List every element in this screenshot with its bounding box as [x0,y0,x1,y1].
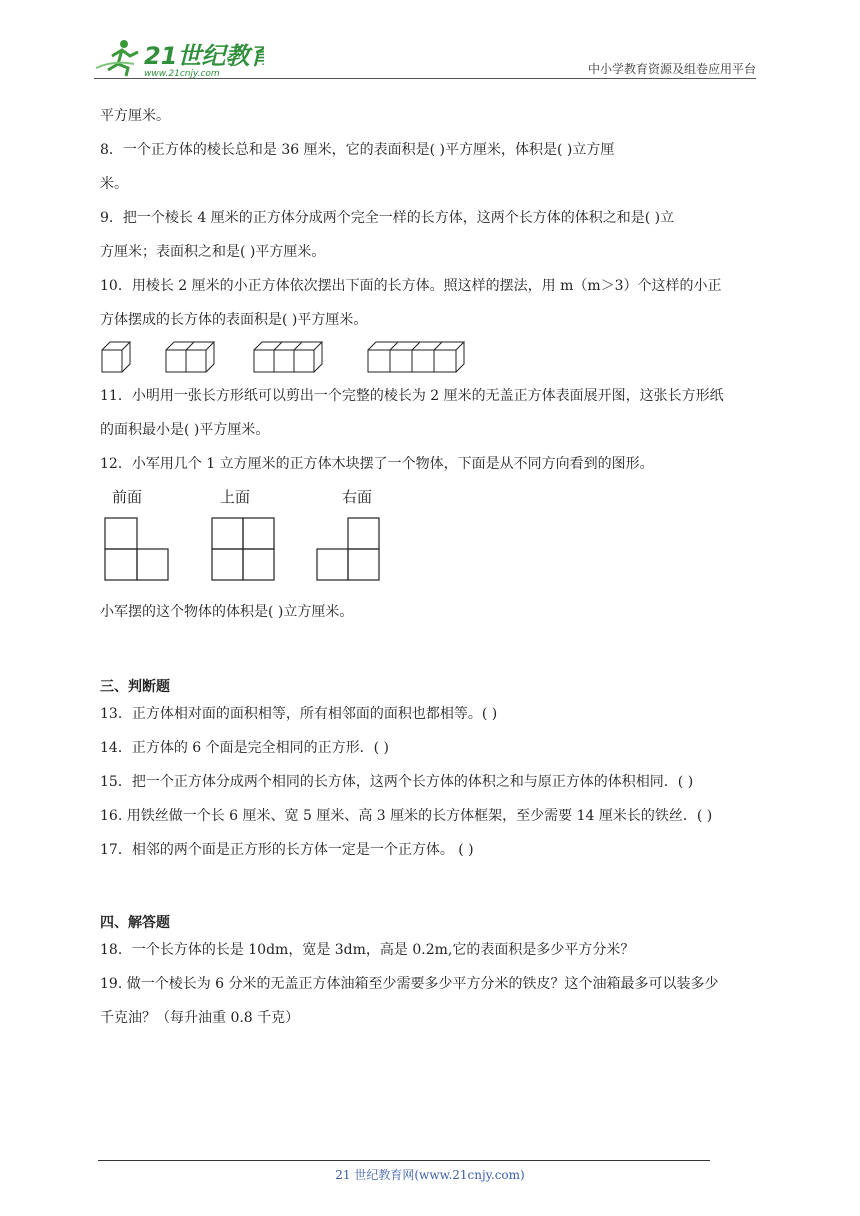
question-11-line2: 的面积最小是( )平方厘米。 [100,422,270,438]
question-12-line1: 12．小军用几个 1 立方厘米的正方体木块摆了一个物体，下面是从不同方向看到的图形。 [100,456,654,472]
question-9-line1: 9．把一个棱长 4 厘米的正方体分成两个完全一样的长方体，这两个长方体的体积之和是( )立 [100,210,675,226]
question-16: 16. 用铁丝做一个长 6 厘米、宽 5 厘米、高 3 厘米的长方体框架，至少需要 14 厘米长的铁丝．( ) [100,808,713,824]
question-10-line2: 方体摆成的长方体的表面积是( )平方厘米。 [100,312,368,328]
question-15: 15．把一个正方体分成两个相同的长方体，这两个长方体的体积之和与原正方体的体积相同．( ) [100,774,694,790]
question-17: 17．相邻的两个面是正方形的长方体一定是一个正方体。 ( ) [100,842,474,858]
view-label-front: 前面 [112,488,143,506]
logo-text: 21世纪教育 [144,42,264,70]
view-label-right: 右面 [342,488,373,506]
section-heading-judgement: 三、判断题 [100,679,170,695]
cube-arrangement-figure [100,340,480,376]
footer-link[interactable]: 21 世纪教育网(www.21cnjy.com) [335,1168,525,1182]
right-view-grid [317,518,379,580]
cube-row-2 [166,342,214,372]
cube-row-3 [254,342,322,372]
question-10-line1: 10．用棱长 2 厘米的小正方体依次摆出下面的长方体。照这样的摆法，用 m（m＞3）个这样的小正 [100,278,722,294]
footer-divider [98,1160,710,1161]
question-9-line2: 方厘米；表面积之和是( )平方厘米。 [100,244,326,260]
top-view-grid [212,518,274,580]
question-11-line1: 11．小明用一张长方形纸可以剪出一个完整的棱长为 2 厘米的无盖正方体表面展开图，这张长方形纸 [100,388,724,404]
cube-row-4 [368,342,464,372]
question-14: 14．正方体的 6 个面是完全相同的正方形．( ) [100,740,389,756]
site-logo [94,34,264,80]
header-divider [94,78,756,79]
runner-icon [96,40,138,76]
header-platform-text: 中小学教育资源及组卷应用平台 [587,62,756,76]
question-19-line1: 19. 做一个棱长为 6 分米的无盖正方体油箱至少需要多少平方分米的铁皮？这个油箱最多可以装多少 [100,976,719,992]
cube-row-1 [102,342,130,372]
three-views-figure [100,486,400,586]
question-8-line2: 米。 [100,176,128,192]
question-13: 13．正方体相对面的面积相等，所有相邻面的面积也都相等。( ) [100,706,498,722]
question-18: 18．一个长方体的长是 10dm，宽是 3dm，高是 0.2m,它的表面积是多少平方分米？ [100,942,635,958]
logo-url: www.21cnjy.com [144,69,220,79]
question-19-line2: 千克油？（每升油重 0.8 千克） [100,1010,300,1026]
section-heading-answer: 四、解答题 [100,915,170,931]
front-view-grid [105,518,168,580]
question-8-line1: 8．一个正方体的棱长总和是 36 厘米，它的表面积是( )平方厘米，体积是( )立方厘 [100,142,615,158]
question-12-line2: 小军摆的这个物体的体积是( )立方厘米。 [100,604,354,620]
view-label-top: 上面 [220,488,251,506]
text-line: 平方厘米。 [100,108,170,124]
